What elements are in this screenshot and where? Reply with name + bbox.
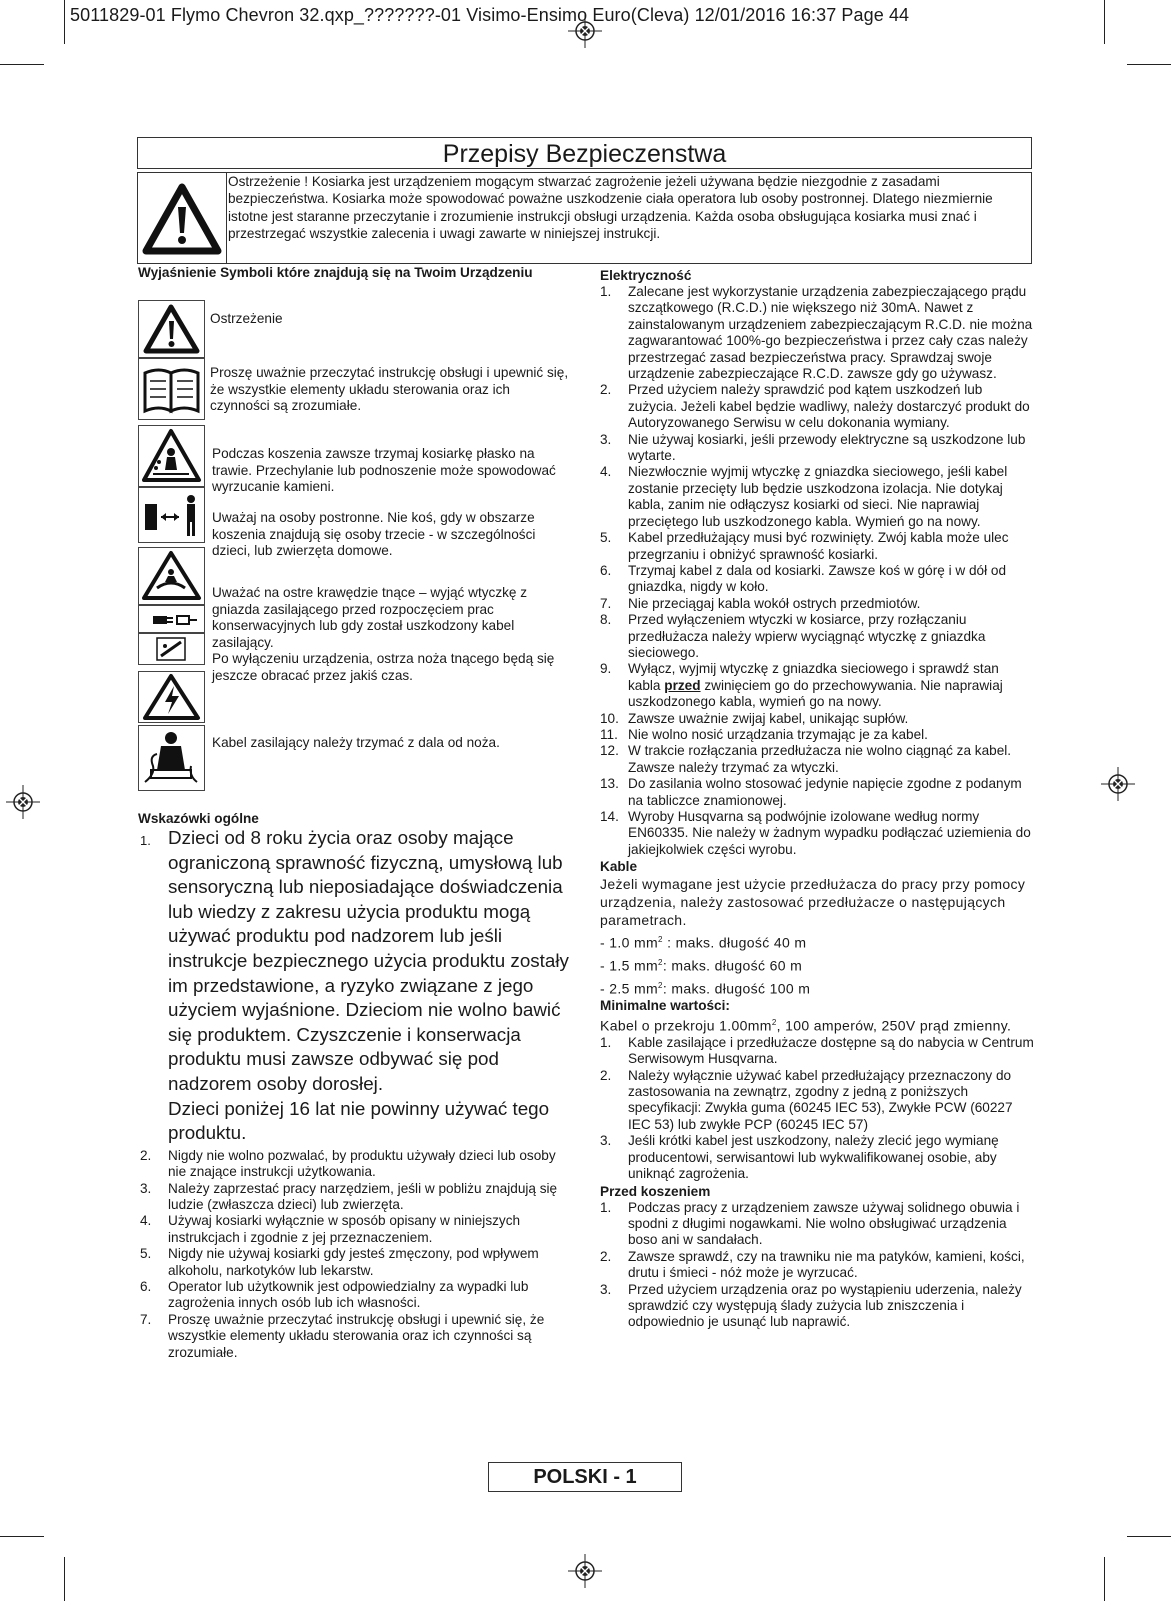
list-item: 5. Nigdy nie używaj kosiarki gdy jesteś zmęczony, pod wpływem alkoholu, narkotyków lub lekarstw. bbox=[140, 1246, 539, 1278]
list-item: 10. Zawsze uważnie zwijaj kabel, unikając supłów. bbox=[600, 710, 909, 726]
general-heading: Wskazówki ogólne bbox=[138, 811, 259, 826]
electric-list bbox=[600, 284, 1035, 858]
unplug-maintenance-icon bbox=[138, 605, 205, 633]
warning-text: Ostrzeżenie ! Kosiarka jest urządzeniem mogącym stwarzać zagrożenie jeżeli używana będzie niezgodnie z zasadami bezpieczeństwa. Kosiarka może spowodować poważne uszkodzenie ciała operatora lub osoby postronnej. Dlatego niezmiernie istotne jest staranne przeczytanie i zrozumienie instrukcji obsługi urządzenia. Każda osoba obsługująca kosiarka musi znać i przestrzegać wszystkie zalecenia i uwagi zawarte w niniejszej instrukcji. bbox=[228, 174, 993, 241]
crop-mark bbox=[64, 1557, 65, 1601]
list-item: 3. Należy zaprzestać pracy narzędziem, jeśli w pobliżu znajdują się ludzie (zwłaszcza dzieci) lub zwierzęta. bbox=[140, 1180, 558, 1212]
page-title: Przepisy Bezpieczenstwa bbox=[137, 137, 1032, 169]
registration-mark-icon bbox=[6, 785, 40, 819]
page-footer: POLSKI - 1 bbox=[488, 1462, 682, 1492]
keep-distance-icon bbox=[138, 487, 205, 543]
list-item: 1. Podczas pracy z urządzeniem zawsze używaj solidnego obuwia i spodni z długimi nogawkami. Nie wolno obsługiwać urządzenia boso ani w sandałach. bbox=[600, 1199, 1020, 1248]
print-slug: 5011829-01 Flymo Chevron 32.qxp_???????-01 Visimo-Ensimo Euro(Cleva) 12/01/2016 16:37 Page 44 bbox=[70, 5, 910, 25]
list-item: 2. Zawsze sprawdź, czy na trawniku nie ma patyków, kamieni, kości, drutu i śmieci - nóż może je wyrzucać. bbox=[600, 1248, 1025, 1281]
crop-mark bbox=[0, 64, 44, 65]
manual-book-icon bbox=[138, 358, 205, 420]
list-item: 6. Operator lub użytkownik jest odpowiedzialny za wypadki lub zagrożenia innych osób lub ich własności. bbox=[140, 1278, 529, 1311]
cables-text: Jeżeli wymagane jest użycie przedłużacza do pracy przy pomocy urządzenia, należy zastosować przedłużacze o następujących parametrach. bbox=[600, 876, 1026, 929]
cable-spec: - 2.5 $mm^2$: maks. długość 100 m bbox=[600, 980, 811, 997]
list-item: 2. Przed użyciem należy sprawdzić pod kątem uszkodzeń lub zużycia. Jeżeli kabel będzie wadliwy, należy dostarczyć produkt do Autoryzowanego Serwisu w celu dokonania wymiany. bbox=[600, 382, 1030, 431]
list-item: 2. Należy wyłącznie używać kabel przedłużający przeznaczony do zastosowania na zewnątrz, zgodny z jedną z poniższych specyfikacji: Zwykła guma (60245 IEC 53), Zwykłe PCW (60227 IEC 53) lub zwykłe PCP (60245 IEC 57) bbox=[600, 1067, 1013, 1132]
minimum-values-list bbox=[600, 1035, 1035, 1183]
warning-icon bbox=[138, 173, 227, 263]
symbol-cable-text: Kabel zasilający należy trzymać z dala od noża. bbox=[212, 735, 500, 750]
before-mowing-heading: Przed koszeniem bbox=[600, 1183, 711, 1199]
minimum-values-text: Kabel o przekroju $1.00mm^2$, 100 amperów, 250V prąd zmienny. bbox=[600, 1017, 1012, 1034]
list-item: 3. Jeśli krótki kabel jest uszkodzony, należy zlecić jego wymianę producentowi, serwisantowi lub wykwalifikowanej osobie, aby uniknąć zagrożenia. bbox=[600, 1133, 999, 1182]
list-item: 9. Wyłącz, wyjmij wtyczkę z gniazdka sieciowego i sprawdź stan kabla przed zwinięciem go do przechowywania. Nie naprawiaj uszkodzonego kabla, wymień go na nowy. bbox=[600, 661, 1003, 710]
crop-mark bbox=[1127, 1536, 1171, 1537]
cable-spec: - 1.5 $mm^2$: maks. długość 60 m bbox=[600, 957, 803, 974]
right-column bbox=[600, 267, 1035, 1331]
registration-mark-icon bbox=[568, 1554, 602, 1588]
thrown-objects-icon bbox=[138, 425, 205, 487]
list-item: 8. Przed wyłączeniem wtyczki w kosiarce, przy rozłączaniu przedłużacza należy wpierw wyciągnąć wtyczkę z gniazdka sieciowego. bbox=[600, 612, 986, 660]
general-list bbox=[140, 826, 572, 1361]
list-item: 7. Proszę uważnie przeczytać instrukcję obsługi i upewnić się, że wszystkie elementy układu sterowania oraz ich czynności są zrozumiałe. bbox=[140, 1311, 545, 1360]
list-item: 4. Używaj kosiarki wyłącznie w sposób opisany w niniejszych instrukcjach i zgodnie z jej przeznaczeniem. bbox=[140, 1213, 521, 1245]
symbol-manual-text: Proszę uważnie przeczytać instrukcję obsługi i upewnić się, że wszystkie elementy układu sterowania oraz ich czynności są zrozumiałe. bbox=[210, 365, 569, 414]
list-item: 2. Nigdy nie wolno pozwalać, by produktu używały dzieci lub osoby nie znające instrukcji użytkowania. bbox=[140, 1147, 556, 1180]
before-mowing-list bbox=[600, 1200, 1035, 1331]
list-item: 1. Kable zasilające i przedłużacze dostępne są do nabycia w Centrum Serwisowym Husqvarna. bbox=[600, 1034, 1034, 1067]
symbols-heading: Wyjaśnienie Symboli które znajdują się na Twoim Urządzeniu bbox=[138, 265, 533, 280]
sharp-blade-icon bbox=[138, 547, 205, 605]
minimum-values-heading: Minimalne wartości: bbox=[600, 998, 730, 1014]
cable-spec: - 1.0 $mm^2$ : maks. długość 40 m bbox=[600, 934, 807, 951]
symbol-sharp-blade-text: Uważać na ostre krawędzie tnące – wyjąć wtyczkę z gniazda zasilającego przed rozpoczęciem prac konserwacyjnych lub gdy został uszkodzony kabel zasilający. bbox=[212, 585, 528, 650]
crop-mark bbox=[1104, 0, 1105, 44]
warning-symbol-icon bbox=[138, 300, 205, 358]
list-item: 5. Kabel przedłużający musi być rozwinięty. Zwój kabla może ulec przegrzaniu i obniżyć sprawność kosiarki. bbox=[600, 530, 1009, 562]
cable-away-icon bbox=[138, 725, 205, 791]
electric-shock-icon bbox=[138, 671, 205, 723]
list-item: 3. Przed użyciem urządzenia oraz po wystąpieniu uderzenia, należy sprawdzić czy występują ślady zużycia lub zniszczenia i odpowiednio je usunąć lub naprawić. bbox=[600, 1281, 1022, 1330]
list-item: 12. W trakcie rozłączania przedłużacza nie wolno ciągnąć za kabel. Zawsze należy trzymać za wtyczki. bbox=[600, 743, 1012, 775]
crop-mark bbox=[1104, 1557, 1105, 1601]
list-item: 4. Niezwłocznie wyjmij wtyczkę z gniazdka sieciowego, jeśli kabel zostanie przecięty lub będzie uszkodzona izolacja. Nie dotykaj kabla, zanim nie odłączysz kosiarki od sieci. Nie naprawiaj przeciętego lub uszkodzonego kabla. Wymień go na nowy. bbox=[600, 464, 1008, 529]
crop-mark bbox=[64, 0, 65, 44]
crop-mark bbox=[0, 1536, 44, 1537]
list-item: 1. Dzieci od 8 roku życia oraz osoby mające ograniczoną sprawność fizyczną, umysłową lub sensoryczną lub nieposiadające doświadczenia lub wiedzy z zakresu użycia produktu mogą używać produktu pod nadzorem lub jeśli instrukcje bezpiecznego użycia produktu zostały im przedstawione, a ryzyko związane z jego użyciem wyjaśnione. Dzieciom nie wolno bawić się produktem. Czyszczenie i konserwacja produktu musi zawsze odbywać się pod nadzorem osoby dorosłej. Dzieci poniżej 16 lat nie powinny używać tego produktu. bbox=[140, 827, 569, 1144]
symbol-blade-rotation-text: Po wyłączeniu urządzenia, ostrza noża tnącego będą się jeszcze obracać przez jakiś czas. bbox=[212, 651, 555, 683]
list-item: 11. Nie wolno nosić urządzania trzymając je za kabel. bbox=[600, 726, 928, 742]
registration-mark-icon bbox=[1101, 767, 1135, 801]
list-item: 7. Nie przeciągaj kabla wokół ostrych przedmiotów. bbox=[600, 595, 921, 611]
list-item: 1. Zalecane jest wykorzystanie urządzenia zabezpieczającego prądu szczątkowego (R.C.D.) nie większego niż 30mA. Nawet z zainstalowanym urządzeniem zabezpieczającym R.C.D. nie można zagwarantować 100%-go bezpieczeństwa i przez cały czas należy przestrzegać zasad bezpieczeństwa pracy. Sprawdzaj swoje urządzenie zabezpieczające R.C.D. zawsze gdy go używasz. bbox=[600, 284, 1033, 382]
blade-rotation-icon bbox=[138, 633, 205, 665]
crop-mark bbox=[1127, 64, 1171, 65]
list-item: 3. Nie używaj kosiarki, jeśli przewody elektryczne są uszkodzone lub wytarte. bbox=[600, 431, 1026, 464]
cables-heading: Kable bbox=[600, 859, 638, 875]
list-item: 13. Do zasilania wolno stosować jedynie napięcie zgodne z podanym na tabliczce znamionowej. bbox=[600, 776, 1022, 808]
list-item: 6. Trzymaj kabel z dala od kosiarki. Zawsze koś w górę i w dół od gniazdka, nigdy w koło. bbox=[600, 562, 1007, 595]
warning-box bbox=[137, 172, 1032, 264]
symbol-warning-text: Ostrzeżenie bbox=[210, 311, 283, 326]
list-item: 14. Wyroby Husqvarna są podwójnie izolowane według normy EN60335. Nie należy w żadnym wypadku podłączać uziemienia do jakiejkolwiek części wyrobu. bbox=[600, 809, 1031, 857]
symbol-keep-distance-text: Uważaj na osoby postronne. Nie koś, gdy w obszarze koszenia znajdują się osoby trzecie - w szczególności dzieci, lub zwierzęta domowe. bbox=[212, 510, 536, 559]
symbol-thrown-objects-text: Podczas koszenia zawsze trzymaj kosiarkę płasko na trawie. Przechylanie lub podnoszenie może spowodować wyrzucanie kamieni. bbox=[212, 446, 556, 495]
electric-heading: Elektryczność bbox=[600, 268, 692, 283]
